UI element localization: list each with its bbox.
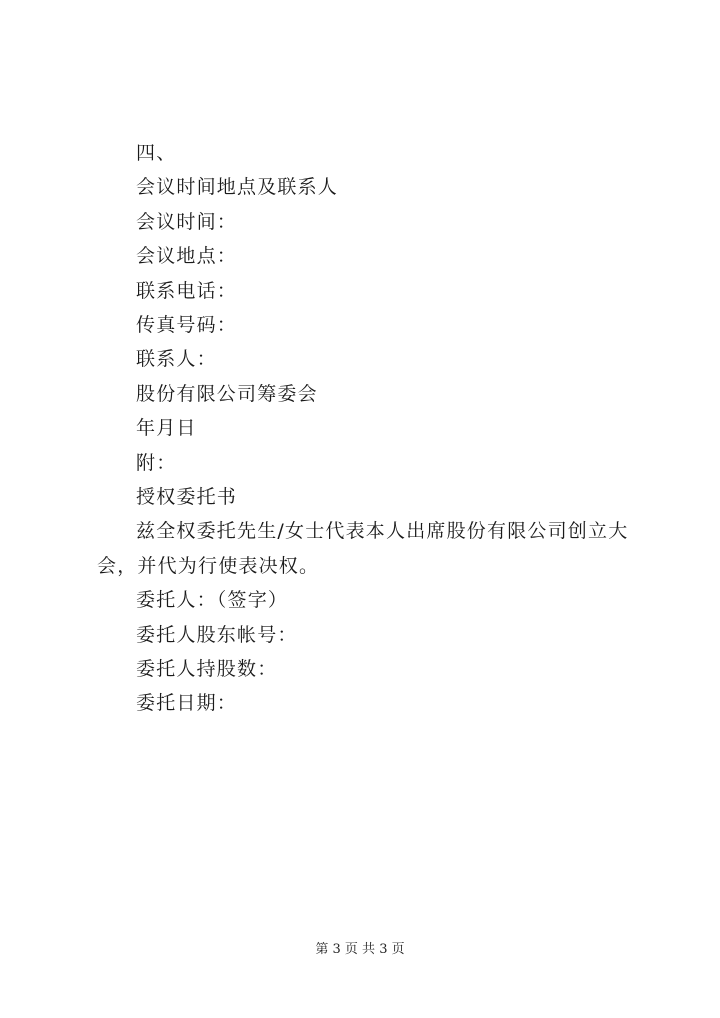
proxy-form-title: 授权委托书: [136, 485, 238, 508]
attachment-label: 附：: [136, 451, 177, 474]
section-heading: 会议时间地点及联系人: [136, 176, 339, 199]
meeting-place-label: 会议地点：: [136, 245, 238, 268]
date-line: 年月日: [136, 417, 197, 440]
contact-label: 联系人：: [136, 348, 217, 371]
fax-label: 传真号码：: [136, 313, 238, 336]
section-number: 四、: [136, 142, 177, 164]
proxy-statement: 兹全权委托先生/女士代表本人出席股份有限公司创立大会，并代为行使表决权。: [97, 520, 629, 577]
page-footer: 第 3 页 共 3 页: [315, 942, 405, 957]
principal-signature-label: 委托人：（签字）: [136, 589, 289, 612]
phone-label: 联系电话：: [136, 279, 238, 302]
principal-account-label: 委托人股东帐号：: [136, 623, 298, 646]
organizer-name: 股份有限公司筹委会: [136, 382, 318, 405]
meeting-time-label: 会议时间：: [136, 210, 238, 233]
document-body: [97, 136, 657, 721]
proxy-date-label: 委托日期：: [136, 692, 238, 715]
principal-shares-label: 委托人持股数：: [136, 657, 278, 680]
